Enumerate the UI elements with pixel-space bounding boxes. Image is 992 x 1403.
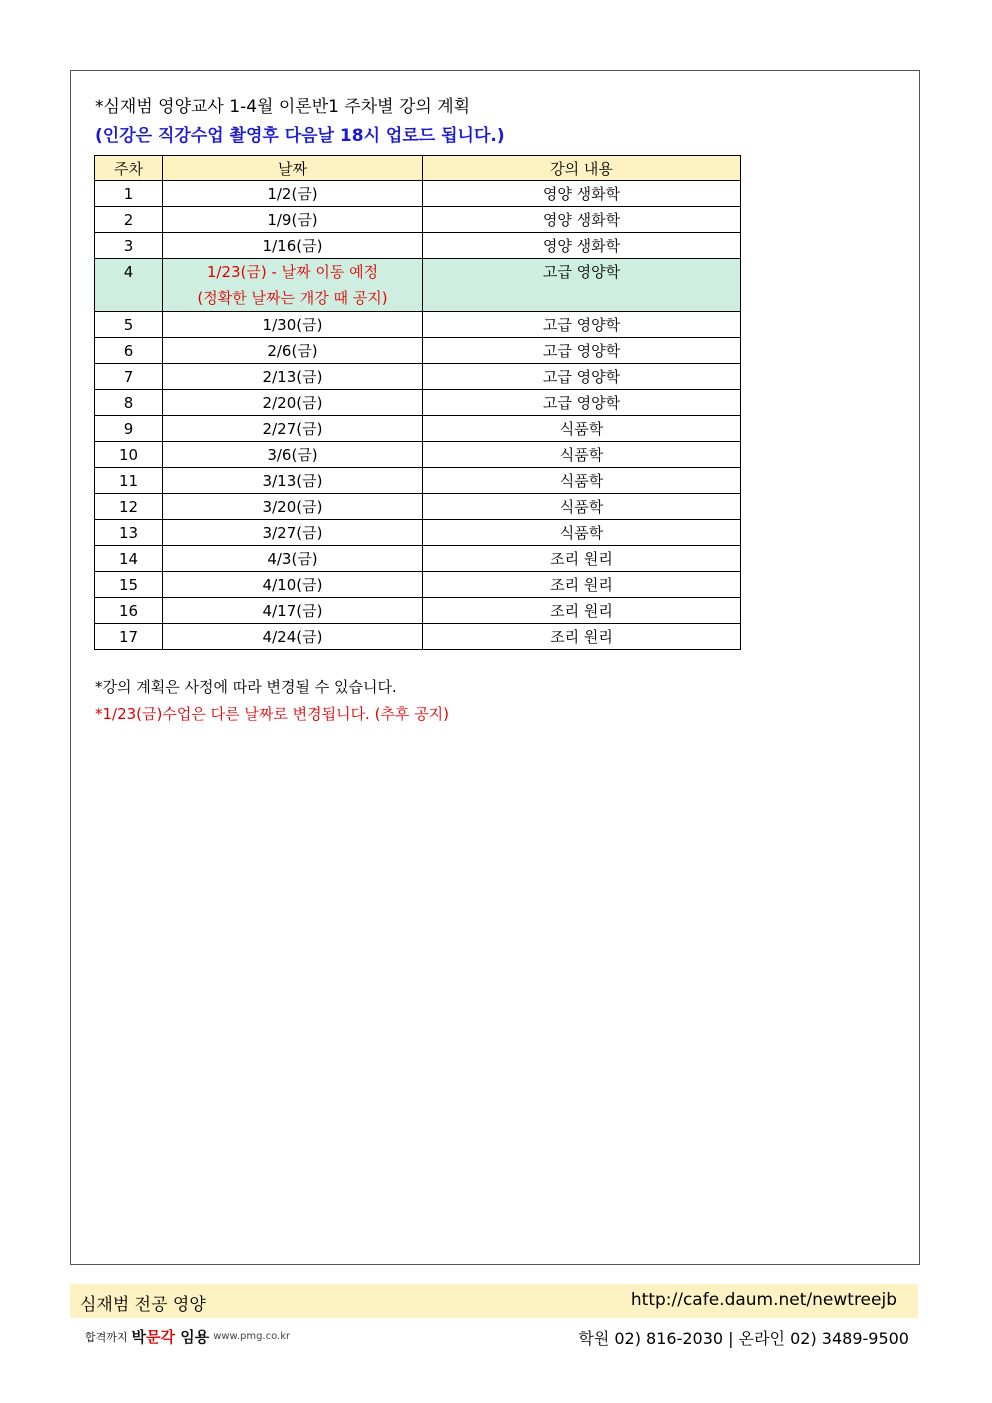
logo-brand	[132, 1326, 210, 1347]
page-title: *심재범 영양교사 1-4월 이론반1 주차별 강의 계획	[95, 97, 471, 117]
logo-brand-part-b: 문각	[146, 1328, 175, 1346]
week-cell: 9	[95, 416, 163, 442]
week-cell: 7	[95, 364, 163, 390]
week-cell: 2	[95, 207, 163, 233]
week-cell: 10	[95, 442, 163, 468]
week-cell: 8	[95, 390, 163, 416]
table-row	[95, 520, 741, 546]
date-change-notice: 1/23(금) - 날짜 이동 예정	[206, 263, 379, 281]
date-cell: 4/17(금)	[163, 598, 423, 624]
content-cell: 식품학	[423, 520, 741, 546]
table-row	[95, 390, 741, 416]
week-cell: 4	[95, 259, 163, 312]
date-cell: 2/13(금)	[163, 364, 423, 390]
table-row	[95, 572, 741, 598]
date-cell: 2/20(금)	[163, 390, 423, 416]
date-cell: 4/24(금)	[163, 624, 423, 650]
table-row	[95, 624, 741, 650]
publisher-logo	[85, 1326, 290, 1347]
header-date: 날짜	[163, 156, 423, 181]
logo-url: www.pmg.co.kr	[213, 1331, 291, 1342]
week-cell: 15	[95, 572, 163, 598]
table-row	[95, 442, 741, 468]
content-cell: 조리 원리	[423, 546, 741, 572]
week-cell: 17	[95, 624, 163, 650]
date-change-detail: (정확한 날짜는 개강 때 공지)	[197, 289, 388, 307]
content-cell: 식품학	[423, 468, 741, 494]
content-cell: 식품학	[423, 494, 741, 520]
date-cell: 1/30(금)	[163, 312, 423, 338]
content-cell: 영양 생화학	[423, 233, 741, 259]
table-row-highlighted	[95, 259, 741, 312]
header-content: 강의 내용	[423, 156, 741, 181]
date-cell: 1/9(금)	[163, 207, 423, 233]
week-cell: 6	[95, 338, 163, 364]
content-cell: 조리 원리	[423, 624, 741, 650]
week-cell: 5	[95, 312, 163, 338]
table-row	[95, 468, 741, 494]
date-cell: 4/3(금)	[163, 546, 423, 572]
week-cell: 12	[95, 494, 163, 520]
content-cell: 고급 영양학	[423, 364, 741, 390]
table-row	[95, 546, 741, 572]
content-cell: 고급 영양학	[423, 390, 741, 416]
logo-brand-part-a: 박	[131, 1328, 147, 1346]
content-cell: 고급 영양학	[423, 259, 741, 312]
content-cell: 영양 생화학	[423, 181, 741, 207]
page-subtitle: (인강은 직강수업 촬영후 다음날 18시 업로드 됩니다.)	[95, 126, 505, 146]
header-week: 주차	[95, 156, 163, 181]
content-cell: 식품학	[423, 442, 741, 468]
table-row	[95, 598, 741, 624]
table-row	[95, 494, 741, 520]
content-cell: 고급 영양학	[423, 312, 741, 338]
date-cell: 3/6(금)	[163, 442, 423, 468]
week-cell: 3	[95, 233, 163, 259]
table-row	[95, 338, 741, 364]
schedule-change-note: *강의 계획은 사정에 따라 변경될 수 있습니다.	[95, 678, 397, 696]
date-cell: 3/27(금)	[163, 520, 423, 546]
date-change-note: *1/23(금)수업은 다른 날짜로 변경됩니다. (추후 공지)	[95, 705, 450, 723]
content-cell: 조리 원리	[423, 572, 741, 598]
week-cell: 13	[95, 520, 163, 546]
table-header-row	[95, 156, 741, 181]
table-row	[95, 364, 741, 390]
table-row	[95, 416, 741, 442]
logo-prefix: 합격까지	[85, 1330, 128, 1344]
footer-course-name: 심재범 전공 영양	[80, 1295, 206, 1315]
content-cell: 조리 원리	[423, 598, 741, 624]
content-cell: 영양 생화학	[423, 207, 741, 233]
table-row	[95, 181, 741, 207]
footer-contact: 학원 02) 816-2030 | 온라인 02) 3489-9500	[578, 1329, 909, 1348]
week-cell: 16	[95, 598, 163, 624]
table-row	[95, 207, 741, 233]
date-cell: 4/10(금)	[163, 572, 423, 598]
date-cell: 2/6(금)	[163, 338, 423, 364]
content-cell: 식품학	[423, 416, 741, 442]
week-cell: 14	[95, 546, 163, 572]
table-row	[95, 233, 741, 259]
date-cell: 2/27(금)	[163, 416, 423, 442]
table-row	[95, 312, 741, 338]
footer-cafe-link[interactable]: http://cafe.daum.net/newtreejb	[630, 1290, 897, 1310]
date-cell: 3/20(금)	[163, 494, 423, 520]
date-cell	[163, 259, 423, 312]
date-cell: 1/2(금)	[163, 181, 423, 207]
date-cell: 3/13(금)	[163, 468, 423, 494]
logo-brand-part-c: 임용	[175, 1328, 210, 1346]
date-cell: 1/16(금)	[163, 233, 423, 259]
week-cell: 1	[95, 181, 163, 207]
schedule-table	[94, 155, 741, 650]
week-cell: 11	[95, 468, 163, 494]
content-cell: 고급 영양학	[423, 338, 741, 364]
